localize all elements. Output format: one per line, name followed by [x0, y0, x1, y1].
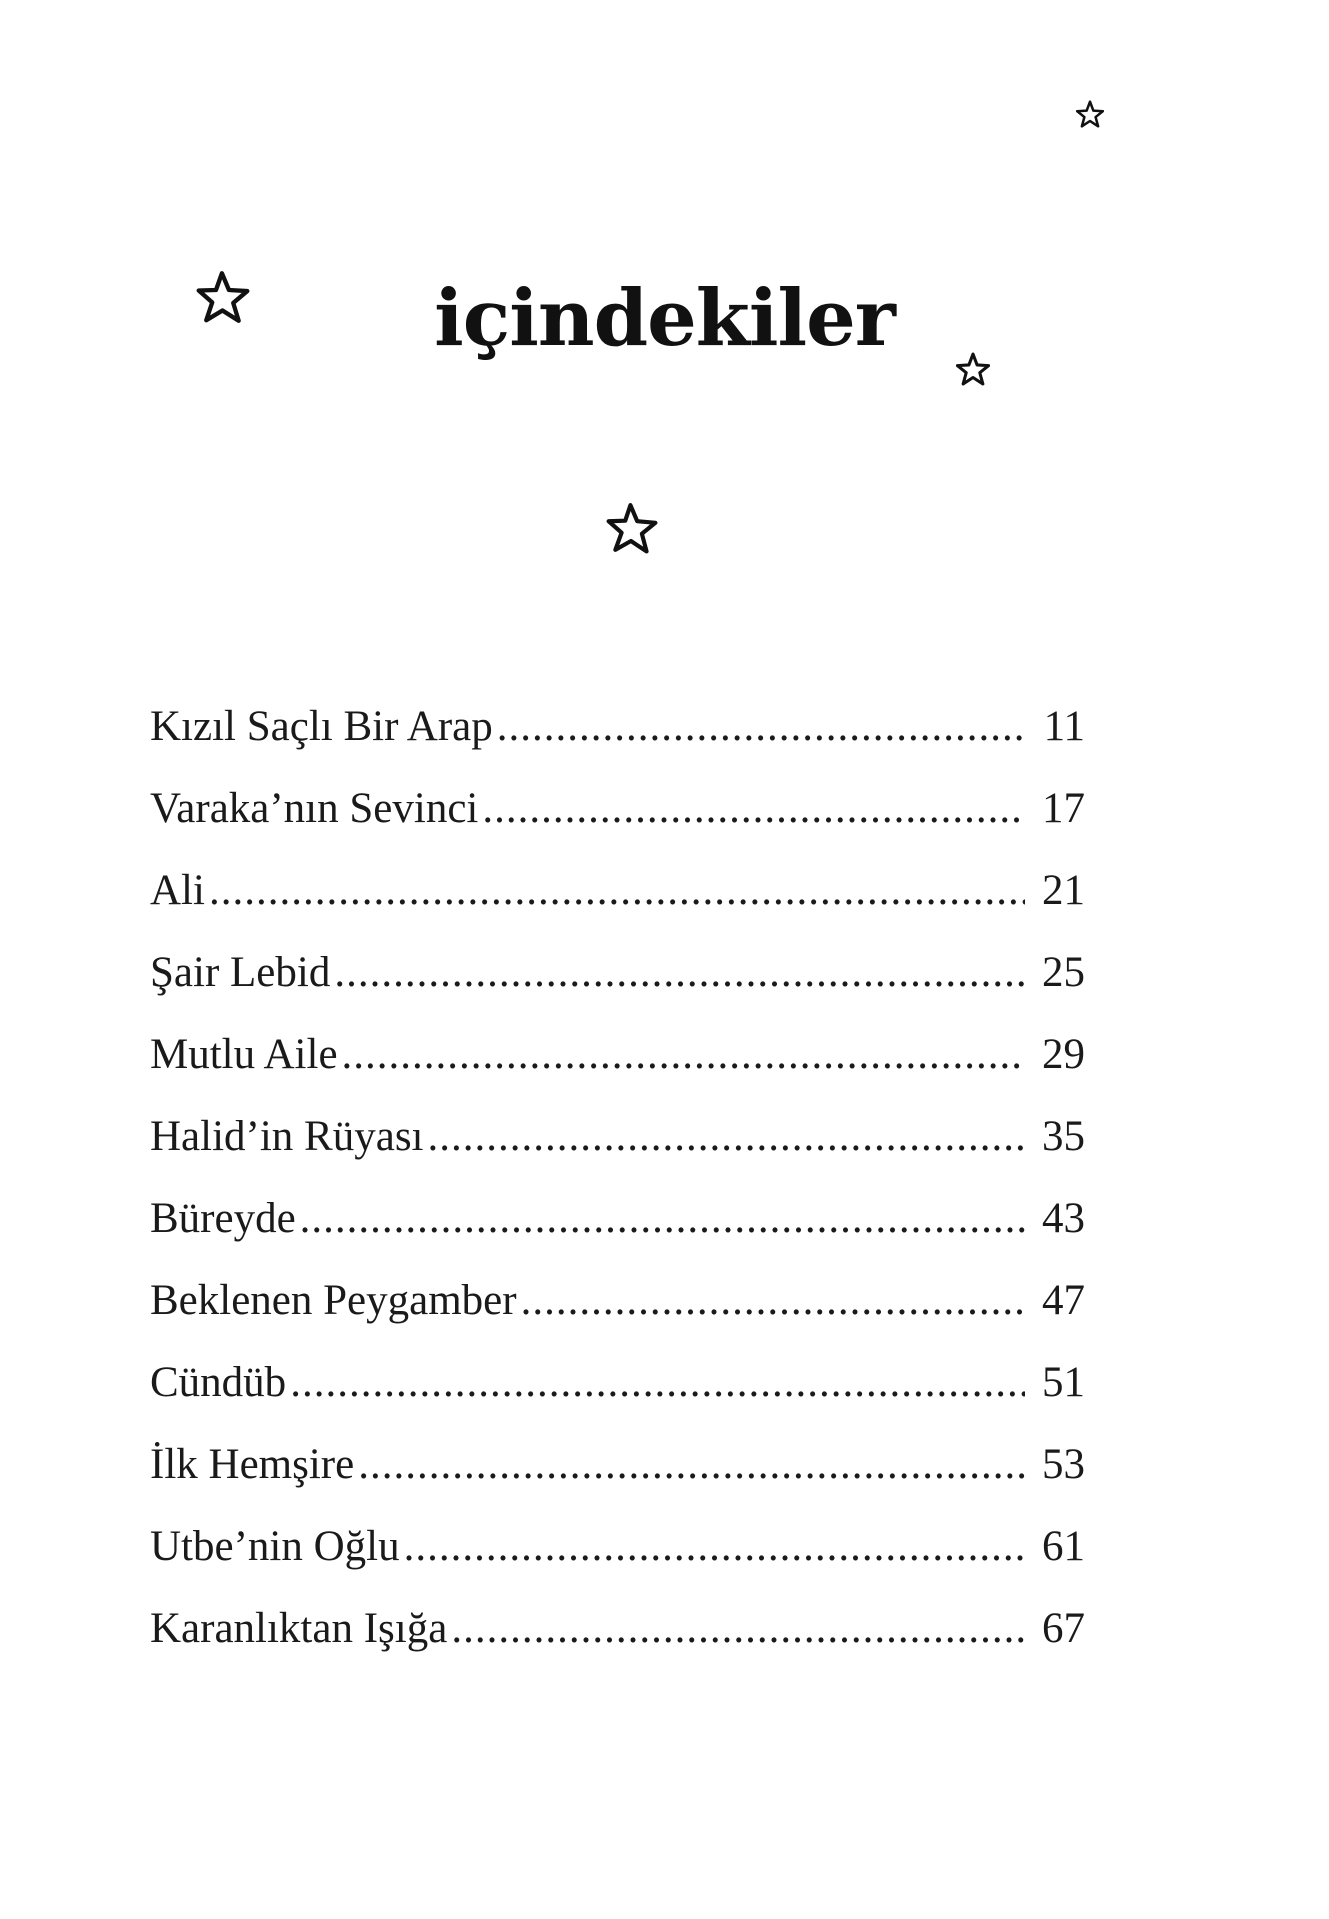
toc-entry-page: 29 — [1042, 1031, 1085, 1078]
toc-entry — [150, 932, 1085, 1014]
toc-entry-page: 43 — [1042, 1195, 1085, 1242]
toc-entry — [150, 850, 1085, 932]
toc-dot-leader — [428, 1096, 1026, 1178]
star-icon — [1076, 100, 1104, 128]
toc-entry — [150, 1342, 1085, 1424]
toc-dot-leader — [300, 1178, 1025, 1260]
toc-entry-title: Şair Lebid — [150, 949, 331, 996]
toc-entry-page: 47 — [1042, 1277, 1085, 1324]
toc-entry — [150, 1260, 1085, 1342]
toc-dot-leader — [334, 932, 1025, 1014]
page-title: içindekiler — [434, 273, 895, 365]
toc-entry — [150, 1096, 1085, 1178]
toc-entry-title: Beklenen Peygamber — [150, 1277, 517, 1324]
toc-entry-page: 51 — [1042, 1359, 1085, 1406]
toc-dot-leader — [290, 1342, 1025, 1424]
toc-entry-page: 25 — [1042, 949, 1085, 996]
toc-entry-title: Varaka’nın Sevinci — [150, 785, 479, 832]
toc-entry — [150, 1178, 1085, 1260]
toc-entry-page: 11 — [1043, 703, 1085, 750]
star-icon — [606, 502, 658, 554]
toc-entry-title: Karanlıktan Işığa — [150, 1605, 448, 1652]
toc-dot-leader — [497, 686, 1025, 768]
toc-entry-title: Utbe’nin Oğlu — [150, 1523, 400, 1570]
toc-dot-leader — [358, 1424, 1025, 1506]
table-of-contents — [150, 686, 1085, 1670]
toc-entry — [150, 1506, 1085, 1588]
toc-entry — [150, 1014, 1085, 1096]
toc-entry — [150, 768, 1085, 850]
toc-dot-leader — [521, 1260, 1025, 1342]
toc-entry-page: 35 — [1042, 1113, 1085, 1160]
toc-entry-page: 53 — [1042, 1441, 1085, 1488]
toc-entry — [150, 1424, 1085, 1506]
toc-entry-title: Mutlu Aile — [150, 1031, 338, 1078]
toc-entry-title: İlk Hemşire — [150, 1441, 355, 1488]
toc-dot-leader — [342, 1014, 1025, 1096]
toc-dot-leader — [482, 768, 1025, 850]
toc-entry-title: Ali — [150, 867, 205, 914]
toc-entry-page: 67 — [1042, 1605, 1085, 1652]
toc-entry-page: 21 — [1042, 867, 1085, 914]
toc-dot-leader — [404, 1506, 1025, 1588]
toc-dot-leader — [209, 850, 1025, 932]
toc-entry-title: Büreyde — [150, 1195, 296, 1242]
toc-entry-title: Cündüb — [150, 1359, 287, 1406]
toc-entry — [150, 1588, 1085, 1670]
toc-dot-leader — [451, 1588, 1025, 1670]
toc-entry-title: Kızıl Saçlı Bir Arap — [150, 703, 493, 750]
toc-entry-page: 17 — [1042, 785, 1085, 832]
toc-entry — [150, 686, 1085, 768]
toc-entry-title: Halid’in Rüyası — [150, 1113, 424, 1160]
toc-entry-page: 61 — [1042, 1523, 1085, 1570]
